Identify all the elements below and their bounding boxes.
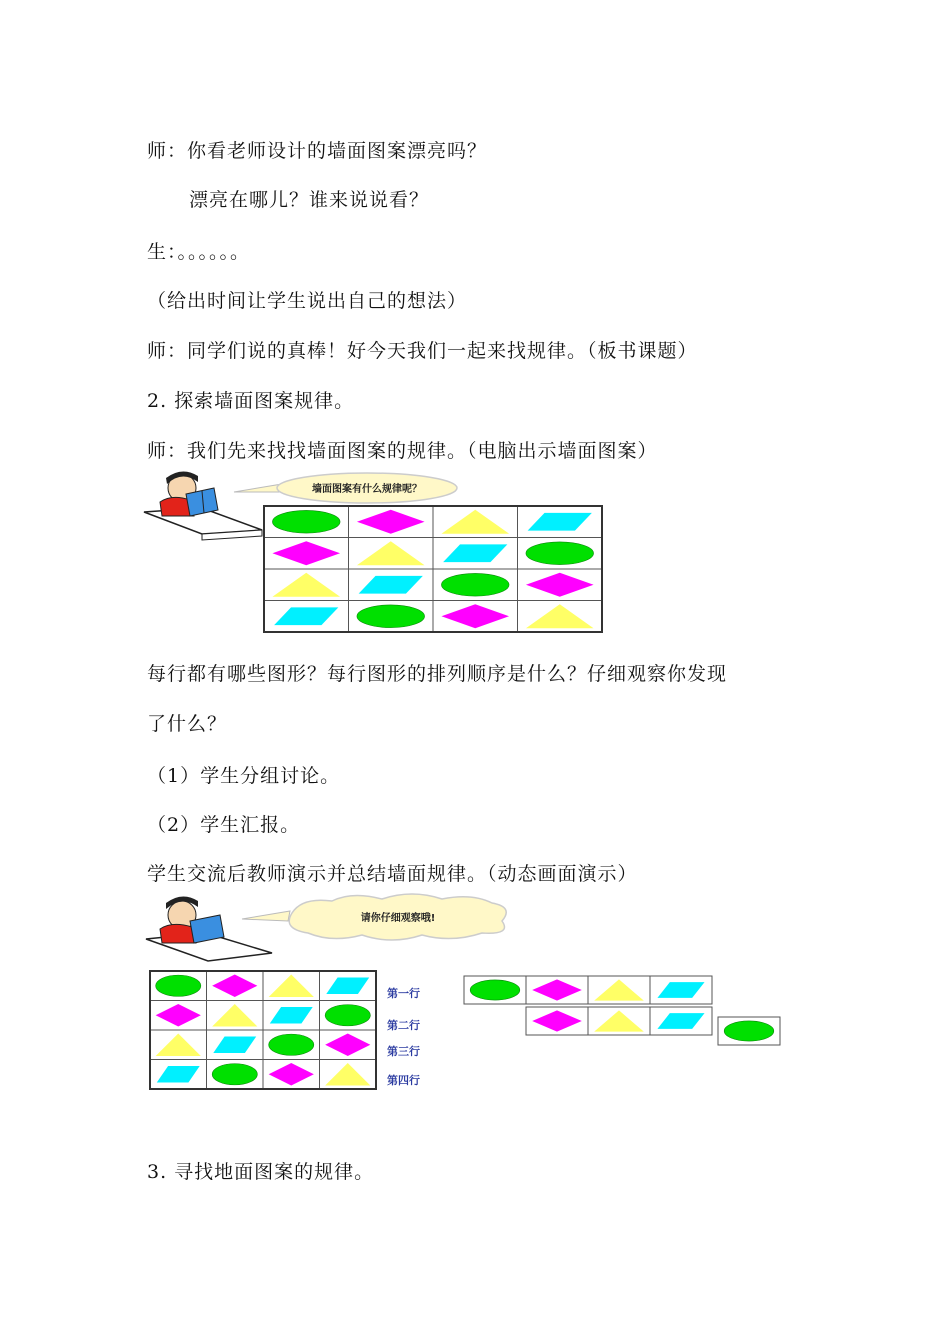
step-group-discussion: （1）学生分组讨论。 [147,765,341,787]
step-report: （2）学生汇报。 [147,814,301,836]
student-answer-line: 生：。。。。。。 [147,241,251,263]
cartoon-student-icon [146,896,272,961]
circle-shape [212,1064,257,1085]
speech-bubble [242,894,506,940]
circle-shape [272,510,340,533]
circle-shape [724,1021,774,1041]
cartoon-student-icon [144,471,262,540]
circle-shape [357,605,425,628]
question-line-continued: 了什么？ [147,713,228,735]
row-label-2: 第二行 [387,1019,420,1032]
teacher-question-line-2: 漂亮在哪儿？谁来说说看？ [189,189,430,211]
bubble-text-1: 墙面图案有什么规律呢？ [312,484,422,495]
circle-shape [470,980,520,1000]
teacher-praise-line: 师：同学们说的真棒！好今天我们一起来找规律。（板书课题） [147,340,698,362]
wall-pattern-grid-1 [264,506,602,632]
teacher-question-line: 师：你看老师设计的墙面图案漂亮吗？ [147,140,488,162]
row-label-1: 第一行 [387,987,420,1000]
row-label-4: 第四行 [387,1074,420,1087]
question-line: 每行都有哪些图形？每行图形的排列顺序是什么？仔细观察你发现 [147,663,728,685]
section-heading-2: 2. 探索墙面图案规律。 [147,390,355,412]
row-label-3: 第三行 [387,1045,420,1058]
wall-pattern-figure-1 [142,470,612,640]
teacher-wall-line: 师：我们先来找找墙面图案的规律。（电脑出示墙面图案） [147,440,658,462]
bubble-text-2: 请你仔细观察哦! [360,913,436,924]
instruction-note: （给出时间让学生说出自己的想法） [147,290,468,312]
circle-shape [156,975,201,996]
summary-line: 学生交流后教师演示并总结墙面规律。（动态画面演示） [147,863,638,885]
circle-shape [269,1034,314,1055]
circle-shape [325,1005,370,1026]
wall-pattern-grid-2 [150,971,376,1089]
circle-shape [441,573,509,596]
section-heading-3: 3. 寻找地面图案的规律。 [147,1161,375,1183]
row-shift-demo [464,976,780,1045]
circle-shape [526,542,594,565]
speech-bubble [234,473,457,503]
wall-pattern-figure-2 [142,893,792,1093]
